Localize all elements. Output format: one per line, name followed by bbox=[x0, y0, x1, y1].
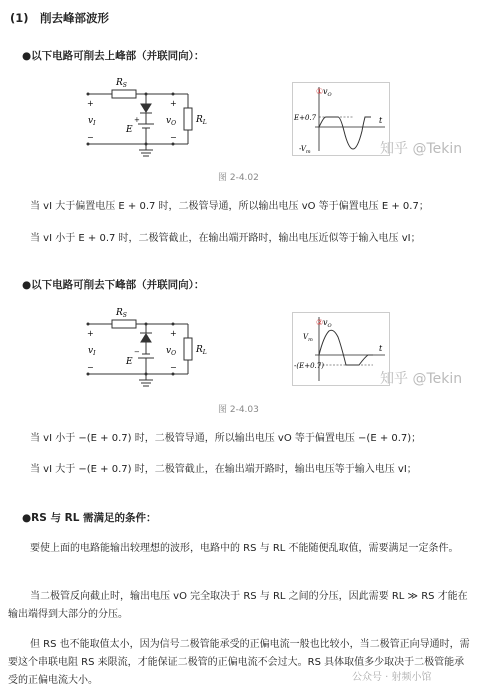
section1-para-2: 当 vI 小于 E + 0.7 时，二极管截止，在输出端开路时，输出电压近似等于输入电压 vI； bbox=[30, 233, 421, 244]
rl-sub: L bbox=[202, 349, 207, 356]
section3-para-2: 当二极管反向截止时，输出电压 vO 完全取决于 RS 与 RL 之间的分压，因此需要 RL ≫ RS 才能在输出端得到大部分的分压。 bbox=[8, 591, 468, 620]
section2-title: ●以下电路可削去下峰部（并联同向）： bbox=[22, 279, 205, 291]
graph-ylabel: v bbox=[323, 318, 328, 327]
vi-sub: I bbox=[93, 120, 96, 127]
minus-out: − bbox=[170, 133, 177, 142]
e-label: E bbox=[126, 357, 133, 367]
svg-text:RS bbox=[115, 78, 127, 89]
zhihu-watermark: 知乎 @Tekin bbox=[380, 141, 463, 157]
minus-in: − bbox=[87, 363, 94, 372]
wechat-watermark: 公众号 · 射频小馆 bbox=[350, 668, 434, 683]
svg-text:RL bbox=[195, 345, 207, 356]
graph-ylabel: v bbox=[323, 87, 328, 96]
vo-sub: O bbox=[171, 120, 177, 127]
svg-text:RL bbox=[195, 115, 207, 126]
plus-out: + bbox=[170, 99, 177, 108]
svg-text:vO bbox=[166, 346, 176, 357]
vo-sub: O bbox=[171, 350, 177, 357]
graph-vm: V bbox=[303, 333, 309, 341]
graph-neg: -V bbox=[299, 145, 306, 153]
section1-title: ●以下电路可削去上峰部（并联同向）： bbox=[22, 50, 205, 62]
plus-out: + bbox=[170, 329, 177, 338]
graph-level: -(E+0.7) bbox=[294, 362, 324, 370]
section3-para-3: 但 RS 也不能取值太小，因为信号二极管能承受的正偏电流一般也比较小，当二极管正向导通时，需要这个串联电阻 RS 来限流，才能保证二极管的正偏电流不会过大。RS 具体取值多少取决于二极管能承受的正偏电流大小。 bbox=[8, 639, 470, 686]
plus-in: + bbox=[87, 329, 94, 338]
section3-title: ●RS 与 RL 需满足的条件： bbox=[22, 512, 157, 524]
rs-sub: S bbox=[122, 82, 127, 89]
section1-para-1: 当 vI 大于偏置电压 E + 0.7 时，二极管导通，所以输出电压 vO 等于偏置电压 E + 0.7； bbox=[30, 201, 429, 212]
svg-text:RS bbox=[115, 308, 127, 319]
figure-caption-2: 图 2-4.03 bbox=[218, 405, 259, 415]
svg-text:vI bbox=[88, 346, 96, 357]
graph-vm-sub: m bbox=[308, 337, 313, 343]
graph-level: E+0.7 bbox=[294, 114, 317, 122]
clipper-circuit-upper bbox=[78, 72, 218, 160]
rs-sub: S bbox=[122, 312, 127, 319]
graph-marker: ② bbox=[316, 318, 324, 327]
zhihu-watermark: 知乎 @Tekin bbox=[380, 371, 463, 387]
svg-text:vO bbox=[323, 318, 332, 329]
minus-out: − bbox=[170, 363, 177, 372]
section3-para-1: 要使上面的电路能输出较理想的波形，电路中的 RS 与 RL 不能随便乱取值，需要满足一定条件。 bbox=[30, 543, 459, 554]
vi-label: v bbox=[88, 116, 94, 126]
clipper-circuit-lower bbox=[78, 300, 218, 390]
svg-text:-Vm bbox=[299, 145, 311, 155]
svg-text:vO bbox=[323, 87, 332, 98]
e-minus: − bbox=[134, 348, 140, 356]
output-graph-lower bbox=[292, 312, 390, 386]
rl-label: R bbox=[196, 345, 203, 355]
minus-in: − bbox=[87, 133, 94, 142]
e-plus: + bbox=[134, 116, 140, 124]
figure-caption-1: 图 2-4.02 bbox=[218, 173, 259, 183]
graph-t: t bbox=[379, 344, 383, 353]
graph-ylabel-sub: O bbox=[327, 92, 332, 98]
section2-para-2: 当 vI 大于 −(E + 0.7) 时，二极管截止，在输出端开路时，输出电压等于输入电压 vI； bbox=[30, 464, 417, 475]
graph-ylabel-sub: O bbox=[327, 323, 332, 329]
e-label: E bbox=[126, 125, 133, 135]
section2-para-1: 当 vI 小于 −(E + 0.7) 时，二极管导通，所以输出电压 vO 等于偏置电压 −(E + 0.7)； bbox=[30, 433, 422, 444]
output-graph-upper bbox=[292, 82, 390, 156]
svg-text:Vm bbox=[303, 333, 313, 343]
svg-text:vI bbox=[88, 116, 96, 127]
vo-label: v bbox=[166, 116, 172, 126]
section-heading: (1) 削去峰部波形 bbox=[10, 11, 110, 25]
graph-t: t bbox=[379, 116, 383, 125]
plus-in: + bbox=[87, 99, 94, 108]
rl-label: R bbox=[196, 115, 203, 125]
vo-label: v bbox=[166, 346, 172, 356]
vi-label: v bbox=[88, 346, 94, 356]
vi-sub: I bbox=[93, 350, 96, 357]
svg-text:vO bbox=[166, 116, 176, 127]
graph-neg-sub: m bbox=[305, 149, 311, 155]
rl-sub: L bbox=[202, 119, 207, 126]
rs-label: R bbox=[116, 78, 123, 88]
rs-label: R bbox=[116, 308, 123, 318]
graph-marker: ① bbox=[316, 87, 324, 96]
